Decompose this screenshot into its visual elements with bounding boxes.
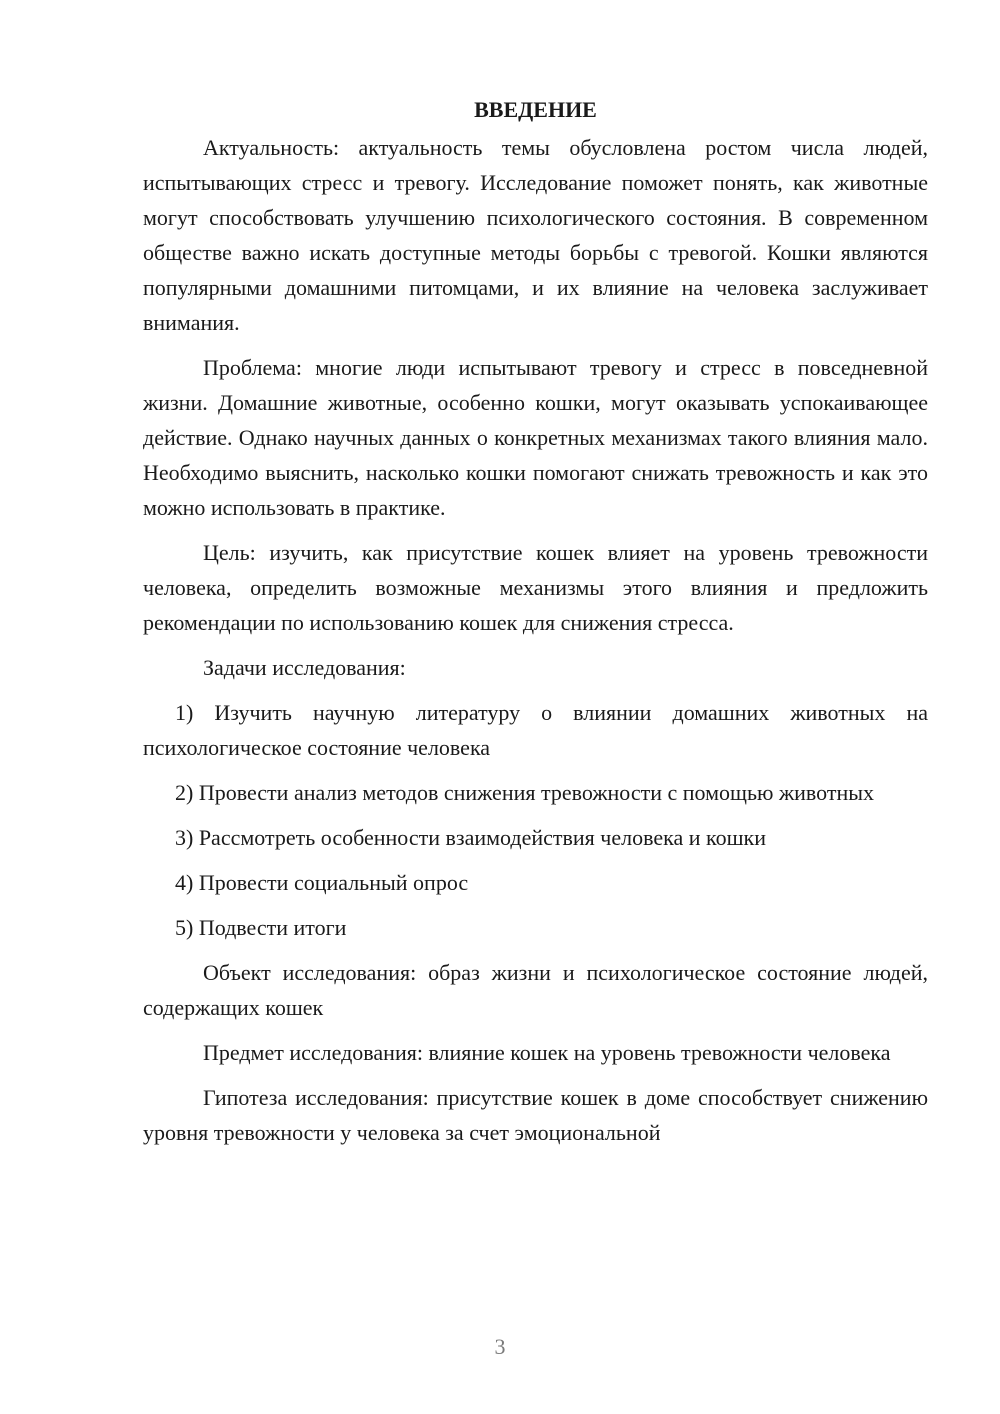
document-page	[143, 92, 928, 1160]
task-item-1: 1) Изучить научную литературу о влиянии домашних животных на психологическое состояние человека	[143, 700, 928, 760]
task-item-2: 2) Провести анализ методов снижения тревожности с помощью животных	[175, 780, 875, 805]
task-item-3: 3) Рассмотреть особенности взаимодействия человека и кошки	[175, 825, 767, 850]
task-item-4: 4) Провести социальный опрос	[175, 870, 469, 895]
page-number: 3	[494, 1334, 506, 1359]
section-title: ВВЕДЕНИЕ	[474, 97, 597, 122]
hypothesis-paragraph: Гипотеза исследования: присутствие кошек в доме способствует снижению уровня тревожности у человека за счет эмоциональной	[143, 1085, 928, 1145]
task-item-5: 5) Подвести итоги	[175, 915, 347, 940]
object-paragraph: Объект исследования: образ жизни и психологическое состояние людей, содержащих кошек	[143, 960, 928, 1020]
tasks-heading: Задачи исследования:	[203, 655, 406, 680]
subject-paragraph: Предмет исследования: влияние кошек на уровень тревожности человека	[203, 1040, 891, 1065]
relevance-paragraph: Актуальность: актуальность темы обусловлена ростом числа людей, испытывающих стресс и тревогу. Исследование поможет понять, как животные могут способствовать улучшению психологического состояния. В современном обществе важно искать доступные методы борьбы с тревогой. Кошки являются популярными домашними питомцами, и их влияние на человека заслуживает внимания.	[143, 135, 928, 335]
problem-paragraph: Проблема: многие люди испытывают тревогу и стресс в повседневной жизни. Домашние животные, особенно кошки, могут оказывать успокаивающее действие. Однако научных данных о конкретных механизмах такого влияния мало. Необходимо выяснить, насколько кошки помогают снижать тревожность и как это можно использовать в практике.	[143, 355, 928, 520]
goal-paragraph: Цель: изучить, как присутствие кошек влияет на уровень тревожности человека, определить возможные механизмы этого влияния и предложить рекомендации по использованию кошек для снижения стресса.	[143, 540, 928, 635]
